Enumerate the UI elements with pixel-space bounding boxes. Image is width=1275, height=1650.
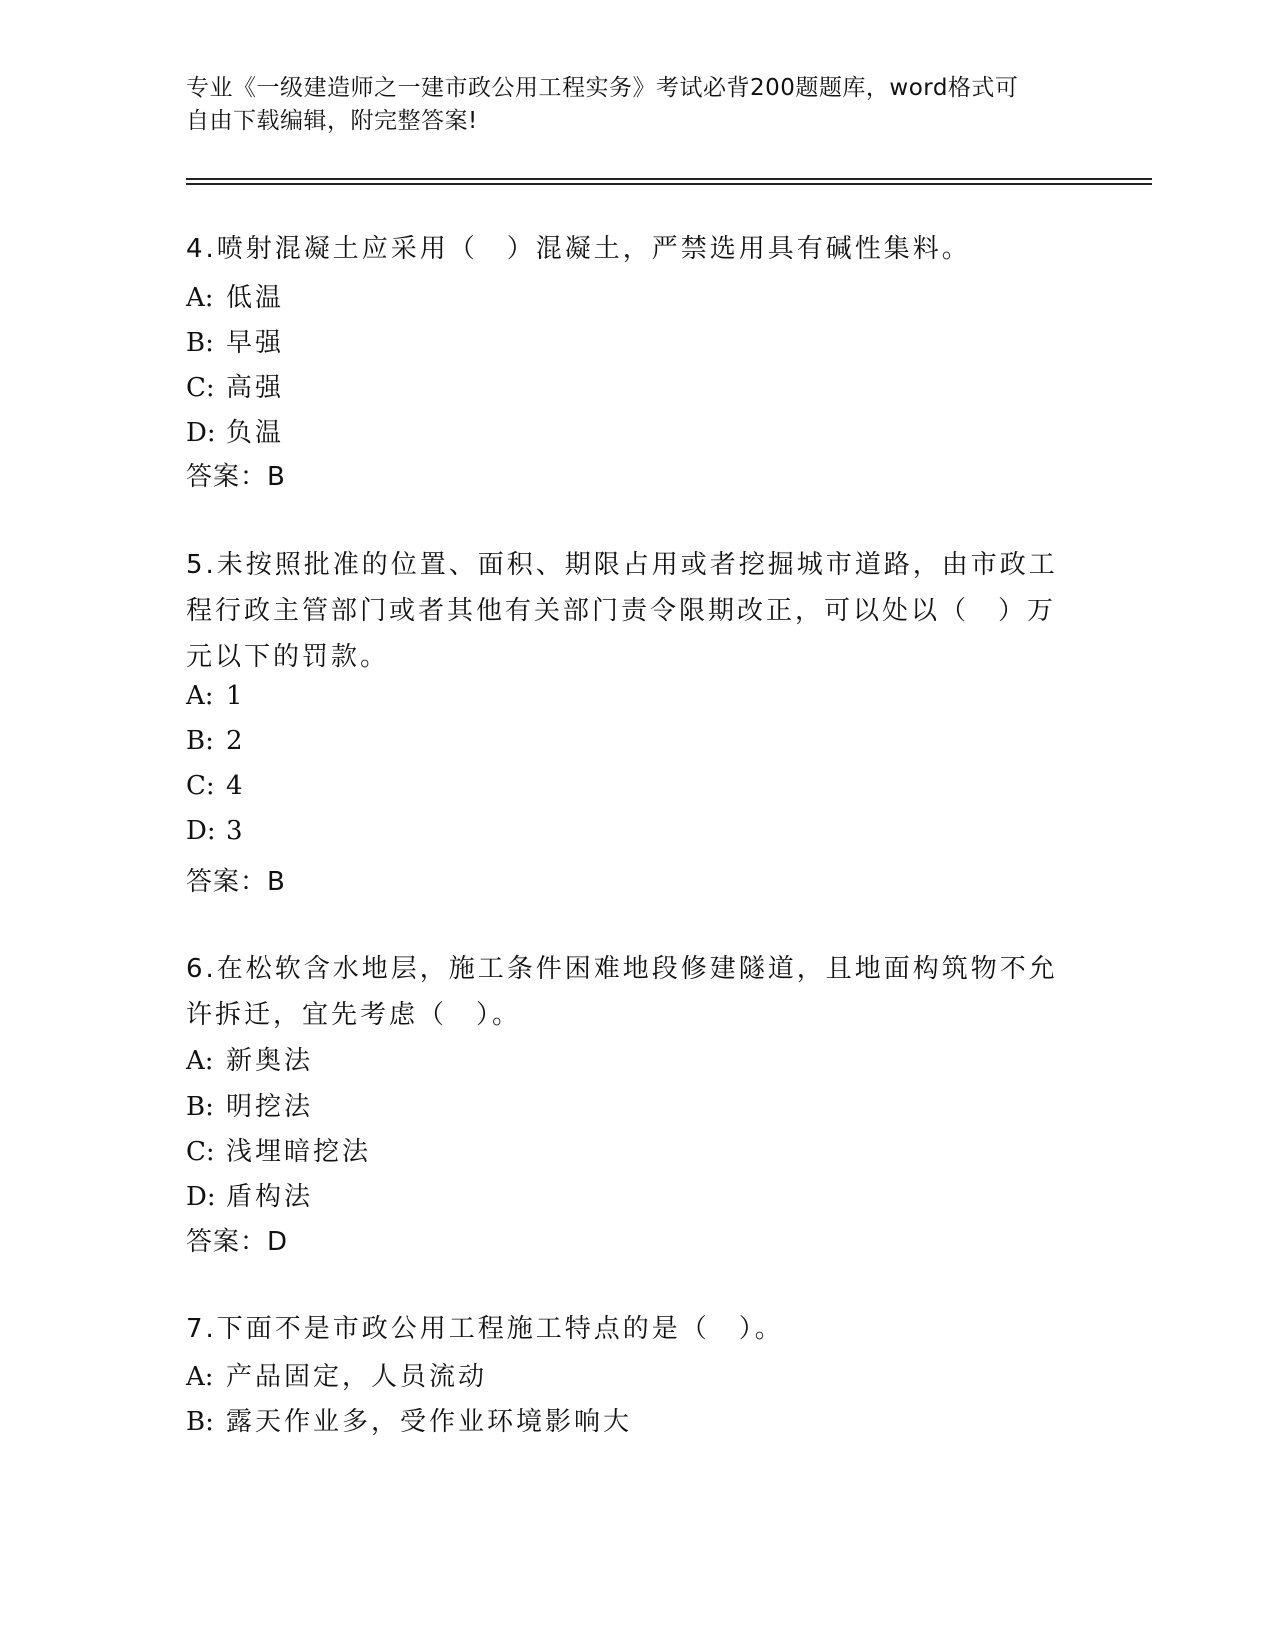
option-label: A: xyxy=(186,283,214,313)
question-5-option-a xyxy=(186,681,246,711)
question-5-option-b xyxy=(186,726,246,756)
option-text: 明挖法 xyxy=(226,1092,314,1122)
question-5-text: 5.未按照批准的位置、面积、期限占用或者挖掘城市道路，由市政工程行政主管部门或者其他有关部门责令限期改正，可以处以（ ）万元以下的罚款。 xyxy=(186,550,1058,672)
header-line-2: 自由下载编辑，附完整答案! xyxy=(186,108,478,134)
question-7-option-b xyxy=(186,1401,632,1438)
option-text: 盾构法 xyxy=(226,1182,314,1212)
question-5-option-d xyxy=(186,816,246,846)
option-text: 负温 xyxy=(226,418,285,448)
option-label: D: xyxy=(186,1182,216,1212)
option-label: C: xyxy=(186,1137,215,1167)
question-5-option-c xyxy=(186,771,246,801)
question-6-option-c xyxy=(186,1131,371,1168)
option-label: D: xyxy=(186,418,216,448)
question-6-option-a xyxy=(186,1040,313,1077)
header-divider-bottom xyxy=(186,183,1152,185)
option-text: 1 xyxy=(226,681,246,711)
header-divider-top xyxy=(186,178,1152,180)
question-6-answer: 答案：D xyxy=(186,1227,289,1257)
option-text: 产品固定，人员流动 xyxy=(226,1362,488,1392)
header-line-1: 专业《一级建造师之一建市政公用工程实务》考试必背200题题库，word格式可 xyxy=(186,75,1019,101)
document-header xyxy=(186,72,1066,138)
option-text: 露天作业多，受作业环境影响大 xyxy=(226,1407,633,1437)
option-label: A: xyxy=(186,681,214,711)
option-text: 浅埋暗挖法 xyxy=(226,1137,372,1167)
option-label: C: xyxy=(186,373,215,403)
question-6-text: 6.在松软含水地层，施工条件困难地段修建隧道，且地面构筑物不允许拆迁，宜先考虑（ ）。 xyxy=(186,954,1058,1030)
question-4-option-c xyxy=(186,367,284,404)
option-label: A: xyxy=(186,1046,214,1076)
question-5-answer: 答案：B xyxy=(186,867,286,897)
question-4-option-b xyxy=(186,322,284,359)
option-label: C: xyxy=(186,771,215,801)
question-7-text: 7.下面不是市政公用工程施工特点的是（ ）。 xyxy=(186,1314,784,1344)
option-label: B: xyxy=(186,1092,214,1122)
option-label: B: xyxy=(186,1407,214,1437)
option-label: B: xyxy=(186,726,214,756)
option-text: 4 xyxy=(226,771,246,801)
option-text: 2 xyxy=(226,726,246,756)
question-4-answer: 答案：B xyxy=(186,462,286,492)
option-text: 低温 xyxy=(226,283,285,313)
option-text: 新奥法 xyxy=(226,1046,314,1076)
question-6-option-d xyxy=(186,1176,313,1213)
question-4-option-a xyxy=(186,277,284,314)
option-text: 早强 xyxy=(226,328,285,358)
option-label: D: xyxy=(186,816,216,846)
question-4-option-d xyxy=(186,412,284,449)
option-label: B: xyxy=(186,328,214,358)
option-text: 高强 xyxy=(226,373,285,403)
option-label: A: xyxy=(186,1362,214,1392)
option-text: 3 xyxy=(226,816,246,846)
question-4-text: 4.喷射混凝土应采用（ ）混凝土，严禁选用具有碱性集料。 xyxy=(186,234,971,264)
question-6-option-b xyxy=(186,1086,313,1123)
question-7-option-a xyxy=(186,1356,487,1393)
